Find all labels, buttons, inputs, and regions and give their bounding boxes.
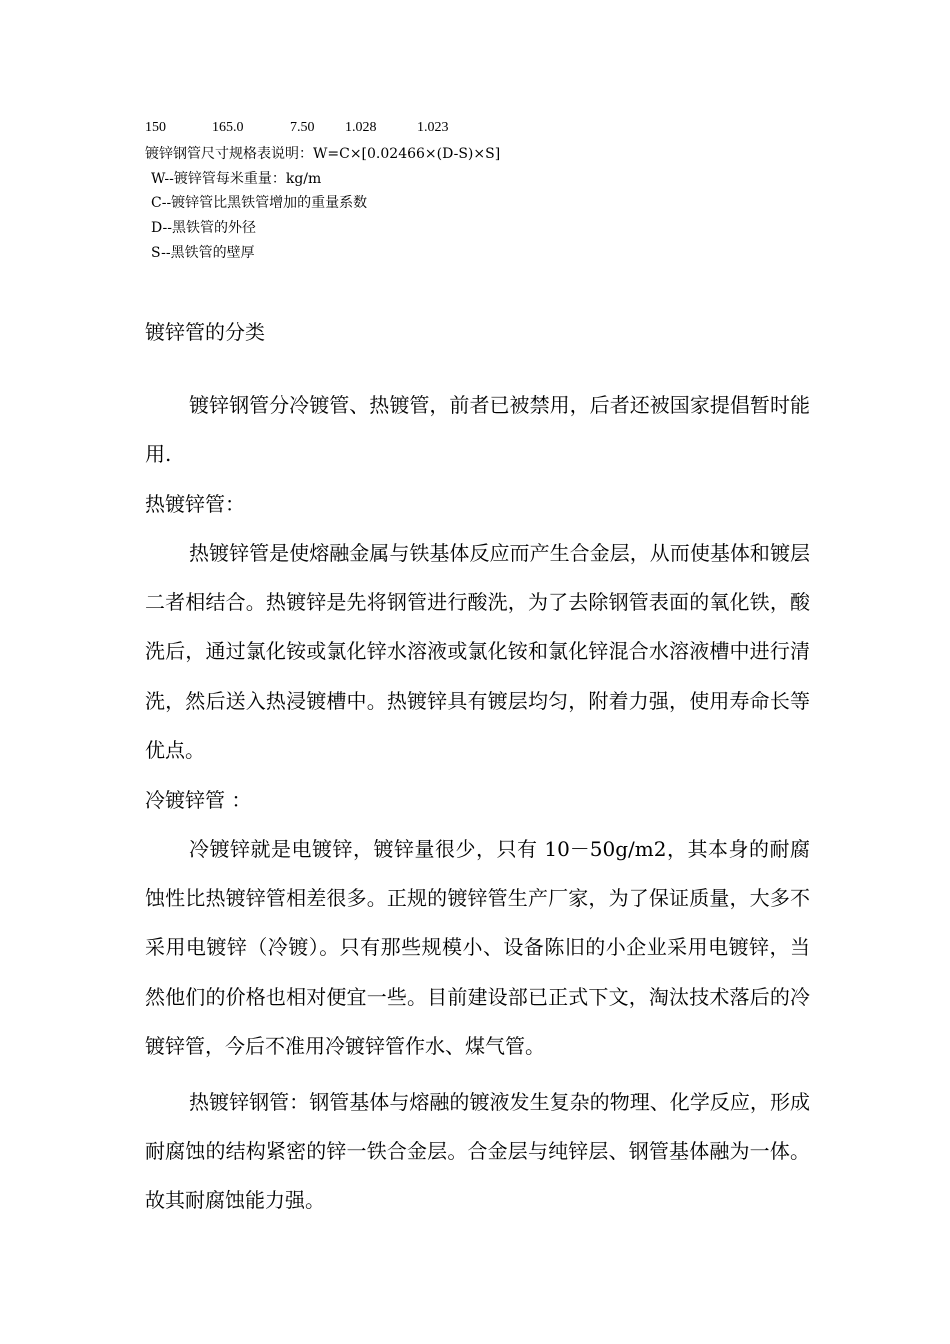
formula-c-definition: C--镀锌管比黑铁管增加的重量系数 [151,195,368,211]
hot-dip-paragraph: 热镀锌管是使熔融金属与铁基体反应而产生合金层，从而使基体和镀层二者相结合。热镀锌是先将钢管进行酸洗，为了去除钢管表面的氧化铁，酸洗后，通过氯化铵或氯化锌水溶液或氯化铵和氯化锌混合水溶液槽中进行清洗，然后送入热浸镀槽中。热镀锌具有镀层均匀，附着力强，使用寿命长等优点。 [145,541,810,762]
section-heading: 镀锌管的分类 [145,320,265,344]
cold-galvanized-paragraph: 冷镀锌就是电镀锌，镀锌量很少，只有 10－50g/m2，其本身的耐腐蚀性比热镀锌管相差很多。正规的镀锌管生产厂家，为了保证质量，大多不采用电镀锌（冷镀）。只有那些规模小、设备陈旧的小企业采用电镀锌，当然他们的价格也相对便宜一些。目前建设部已正式下文，淘汰技术落后的冷镀锌管，今后不准用冷镀锌管作水、煤气管。 [145,837,810,1058]
table-cell-size: 150 [145,120,166,135]
formula-d-definition: D--黑铁管的外径 [151,220,256,236]
cold-galvanized-label: 冷镀锌管 ： [145,788,252,812]
hot-dip-label: 热镀锌管： [145,492,245,516]
table-cell-coefficient-2: 1.023 [417,120,449,135]
table-cell-wall-thickness: 7.50 [290,120,315,135]
table-cell-outer-diameter: 165.0 [212,120,244,135]
hot-dip-steel-paragraph: 热镀锌钢管：钢管基体与熔融的镀液发生复杂的物理、化学反应，形成耐腐蚀的结构紧密的锌一铁合金层。合金层与纯锌层、钢管基体融为一体。故其耐腐蚀能力强。 [145,1090,810,1213]
formula-s-definition: S--黑铁管的壁厚 [151,245,255,261]
intro-paragraph: 镀锌钢管分冷镀管、热镀管，前者已被禁用，后者还被国家提倡暂时能用. [145,393,810,467]
table-cell-coefficient-1: 1.028 [345,120,377,135]
formula-title: 镀锌钢管尺寸规格表说明：W=C×[0.02466×(D-S)×S] [145,146,501,162]
formula-w-definition: W--镀锌管每米重量：kg/m [151,171,322,187]
